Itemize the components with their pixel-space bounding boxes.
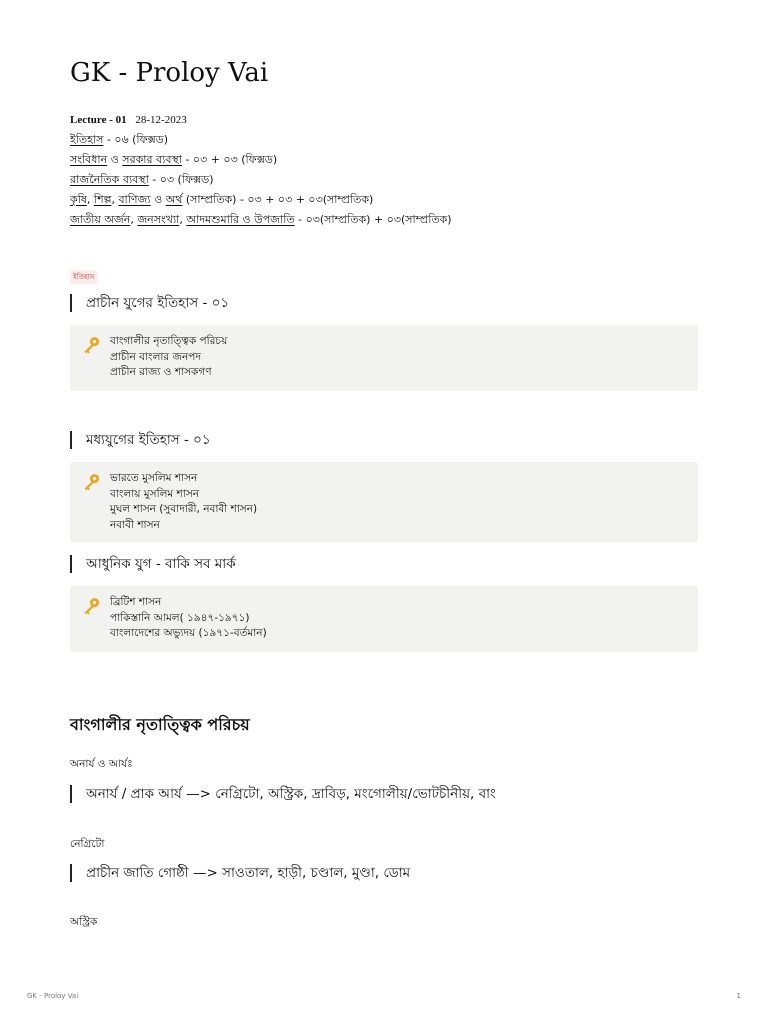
syllabus-topic-link[interactable]: রাজনৈতিক ব্যবস্থা — [70, 173, 149, 186]
key-icon — [82, 335, 102, 355]
callout-item: বাংলাদেশের অভ্যুদয় (১৯৭১-বর্তমান) — [110, 627, 267, 639]
section-title: বাংগালীর নৃতাত্ত্বিক পরিচয় — [70, 715, 250, 734]
sub-label: নেগ্রিটো — [70, 838, 105, 850]
syllabus-line — [70, 210, 452, 230]
callout-item: প্রাচীন রাজ্য ও শাসকগণ — [110, 366, 212, 378]
syllabus-line — [70, 170, 452, 190]
syllabus-topic-link[interactable]: ইতিহাস — [70, 133, 104, 146]
page-title: GK - Proloy Vai — [70, 58, 269, 88]
syllabus-marks: - ০৩ + ০৩ (ফিক্সড) — [181, 153, 278, 166]
syllabus-topic-link[interactable]: কৃষি — [70, 193, 87, 206]
lecture-line — [70, 110, 452, 130]
callout-item: প্রাচীন বাংলার জনপদ — [110, 350, 201, 363]
syllabus-separator: , — [130, 213, 138, 226]
callout-item: পাকিস্তানি আমল( ১৯৪৭-১৯৭১) — [110, 611, 250, 624]
callout-item: নবাবী শাসন — [110, 518, 160, 531]
syllabus-topic-link[interactable]: শিল্প — [93, 193, 112, 206]
syllabus-topic-link[interactable]: জাতীয় অর্জন — [70, 213, 131, 226]
callout-item: মুঘল শাসন (সুবাদারী, নবাবী শাসন) — [110, 503, 258, 515]
syllabus-separator: , — [111, 193, 119, 206]
callout-item: বাংগালীর নৃতাত্ত্বিক পরিচয় — [110, 335, 228, 347]
callout-item: বাংলায় মুসলিম শাসন — [110, 487, 200, 500]
quote-line: প্রাচীন জাতি গোষ্ঠী —> সাওতাল, হাড়ী, চণ্ডাল, মুণ্ডা, ডোম — [70, 864, 410, 882]
sub-label: অস্ট্রিক — [70, 916, 98, 928]
lecture-label: Lecture - 01 — [70, 114, 127, 126]
syllabus-topic-link[interactable]: অর্থ — [165, 193, 183, 206]
page-number: 1 — [736, 992, 741, 1000]
callout-box — [70, 586, 698, 652]
callout-item: ব্রিটিশ শাসন — [110, 596, 162, 608]
section-heading: মধ্যযুগের ইতিহাস - ০১ — [70, 431, 211, 449]
syllabus-marks: - ০৩(সাম্প্রতিক) + ০৩(সাম্প্রতিক) — [294, 213, 452, 226]
sub-label: অনার্য ও আর্যঃ — [70, 758, 133, 770]
syllabus-separator: ও — [107, 153, 123, 166]
key-icon — [82, 472, 102, 492]
callout-item: ভারতে মুসলিম শাসন — [110, 472, 198, 484]
syllabus-block — [70, 110, 452, 230]
syllabus-topic-link[interactable]: আদমশুমারি ও উপজাতি — [186, 213, 295, 226]
syllabus-marks: (সাম্প্রতিক) - ০৩ + ০৩ + ০৩(সাম্প্রতিক) — [182, 193, 374, 206]
syllabus-separator: , — [86, 193, 94, 206]
topic-tag: ইতিহাস — [70, 270, 97, 284]
syllabus-line — [70, 130, 452, 150]
syllabus-topic-link[interactable]: সংবিধান — [70, 153, 108, 166]
syllabus-topic-link[interactable]: জনসংখ্যা — [137, 213, 180, 226]
syllabus-separator: ও — [150, 193, 166, 206]
syllabus-topic-link[interactable]: বাণিজ্য — [118, 193, 151, 206]
footer-title: GK - Proloy Vai — [27, 992, 79, 1000]
callout-box — [70, 462, 698, 542]
section-heading: আধুনিক যুগ - বাকি সব মার্ক — [70, 555, 236, 573]
lecture-date: 28-12-2023 — [135, 114, 187, 126]
callout-box — [70, 325, 698, 391]
syllabus-topic-link[interactable]: সরকার ব্যবস্থা — [122, 153, 182, 166]
syllabus-marks: - ০৩ (ফিক্সড) — [148, 173, 214, 186]
syllabus-line — [70, 150, 452, 170]
quote-line: অনার্য / প্রাক আর্য —> নেগ্রিটো, অস্ট্রিক, দ্রাবিড়, মংগোলীয়/ভোটচীনীয়, বাং — [70, 785, 496, 803]
syllabus-line — [70, 190, 452, 210]
syllabus-separator: , — [179, 213, 187, 226]
syllabus-marks: - ০৬ (ফিক্সড) — [103, 133, 169, 146]
section-heading: প্রাচীন যুগের ইতিহাস - ০১ — [70, 294, 229, 312]
key-icon — [82, 596, 102, 616]
